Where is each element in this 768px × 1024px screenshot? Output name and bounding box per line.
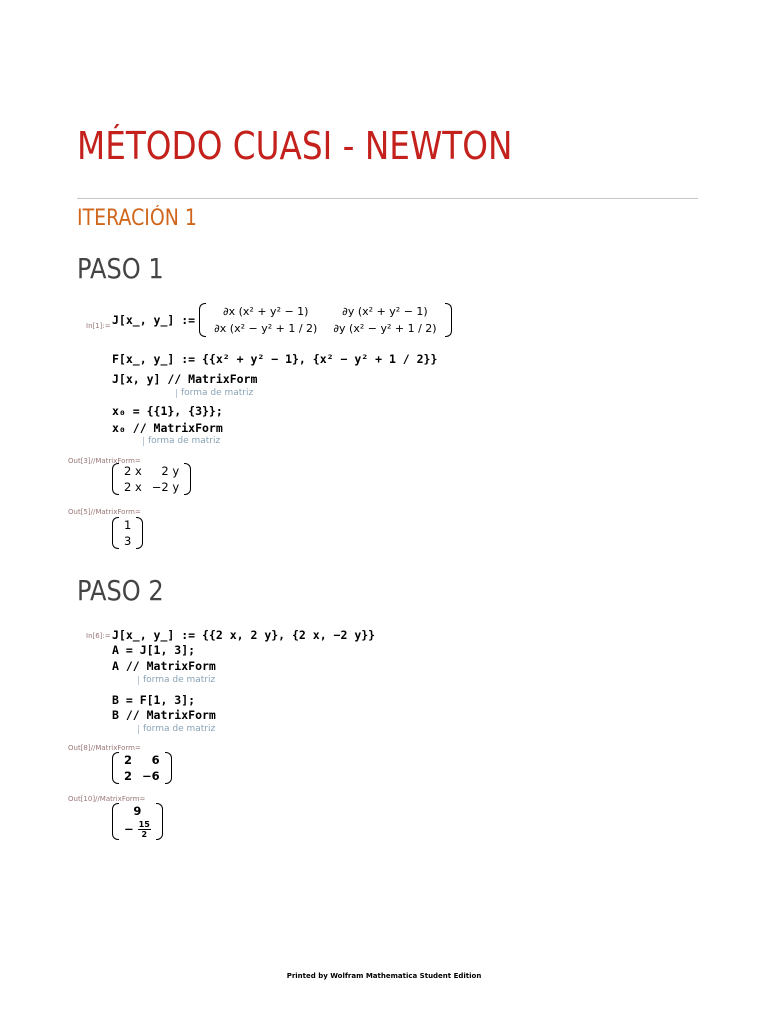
paso2-heading: PASO 2 — [77, 574, 164, 607]
jacobian-def-lhs: J[x_, y_] := — [112, 313, 196, 327]
paso2-out8-matrix — [112, 752, 172, 784]
matrix-cell: 2 y — [161, 464, 180, 478]
print-footer: Printed by Wolfram Mathematica Student Edition — [286, 972, 482, 980]
right-paren — [165, 752, 172, 784]
jacobian-symbolic-matrix — [199, 303, 451, 337]
paso1-line-j-matrixform[interactable]: J[x, y] // MatrixForm — [112, 372, 258, 386]
paso2-out10-vector — [112, 803, 163, 840]
paso1-in-label: In[1]:= — [86, 322, 111, 330]
paso1-line-x0-def[interactable]: x₀ = {{1}, {3}}; — [112, 404, 223, 418]
matrix-cell: 2 x — [124, 480, 142, 494]
matrix-cell: 3 — [124, 534, 132, 548]
matrix-cell: −2 y — [151, 480, 180, 494]
jac-r1c1: ∂x (x² + y² − 1) — [222, 305, 309, 318]
matrix-cell: 2 x — [124, 464, 142, 478]
left-paren — [112, 517, 119, 549]
paso2-line-a-matrixform[interactable]: A // MatrixForm — [112, 659, 216, 673]
paso2-line-j-def[interactable]: J[x_, y_] := {{2 x, 2 y}, {2 x, −2 y}} — [112, 628, 376, 642]
right-paren — [136, 517, 143, 549]
left-paren — [112, 803, 119, 840]
paso1-heading: PASO 1 — [77, 252, 164, 285]
matrix-cell: 1 — [124, 518, 132, 532]
fraction-numerator: 15 — [138, 820, 150, 829]
fraction — [138, 820, 151, 839]
paso2-line-b-matrixform[interactable]: B // MatrixForm — [112, 708, 216, 722]
section-heading: ITERACIÓN 1 — [77, 206, 197, 231]
paso1-jacobian-definition[interactable] — [112, 303, 452, 337]
jac-r2c2: ∂y (x² − y² + 1 / 2) — [333, 322, 437, 335]
document-title: MÉTODO CUASI - NEWTON — [77, 124, 513, 168]
title-divider — [77, 198, 698, 199]
matrix-cell: −6 — [142, 769, 160, 783]
left-paren — [199, 303, 206, 337]
jac-r1c2: ∂y (x² + y² − 1) — [342, 305, 428, 318]
matrix-cell: 2 — [124, 753, 133, 767]
left-paren — [112, 463, 119, 495]
paso2-line-a-def[interactable]: A = J[1, 3]; — [112, 643, 196, 657]
paso1-f-definition[interactable]: F[x_, y_] := {{x² + y² − 1}, {x² − y² + 1 / 2}} — [112, 352, 438, 366]
paso1-out5-label: Out[5]//MatrixForm= — [68, 508, 141, 516]
paso1-line-x0-matrixform[interactable]: x₀ // MatrixForm — [112, 421, 223, 435]
matrixform-hint: forma de matriz — [143, 437, 220, 446]
paso2-out10-label: Out[10]//MatrixForm= — [68, 795, 146, 803]
right-paren — [445, 303, 452, 337]
matrixform-hint: forma de matriz — [138, 725, 215, 734]
minus-sign: − — [124, 822, 134, 836]
jac-r2c1: ∂x (x² − y² + 1 / 2) — [214, 322, 318, 335]
paso2-out8-label: Out[8]//MatrixForm= — [68, 744, 141, 752]
matrix-cell: 9 — [133, 804, 142, 818]
right-paren — [184, 463, 191, 495]
paso2-in-label: In[6]:= — [86, 632, 111, 640]
matrixform-hint: forma de matriz — [176, 389, 253, 398]
paso1-out3-label: Out[3]//MatrixForm= — [68, 457, 141, 465]
matrix-cell: 6 — [151, 753, 160, 767]
paso2-line-b-def[interactable]: B = F[1, 3]; — [112, 693, 196, 707]
left-paren — [112, 752, 119, 784]
right-paren — [156, 803, 163, 840]
fraction-denominator: 2 — [141, 830, 148, 839]
paso1-out5-vector — [112, 517, 143, 549]
paso1-out3-matrix — [112, 463, 191, 495]
matrixform-hint: forma de matriz — [138, 676, 215, 685]
matrix-cell: 2 — [124, 769, 133, 783]
